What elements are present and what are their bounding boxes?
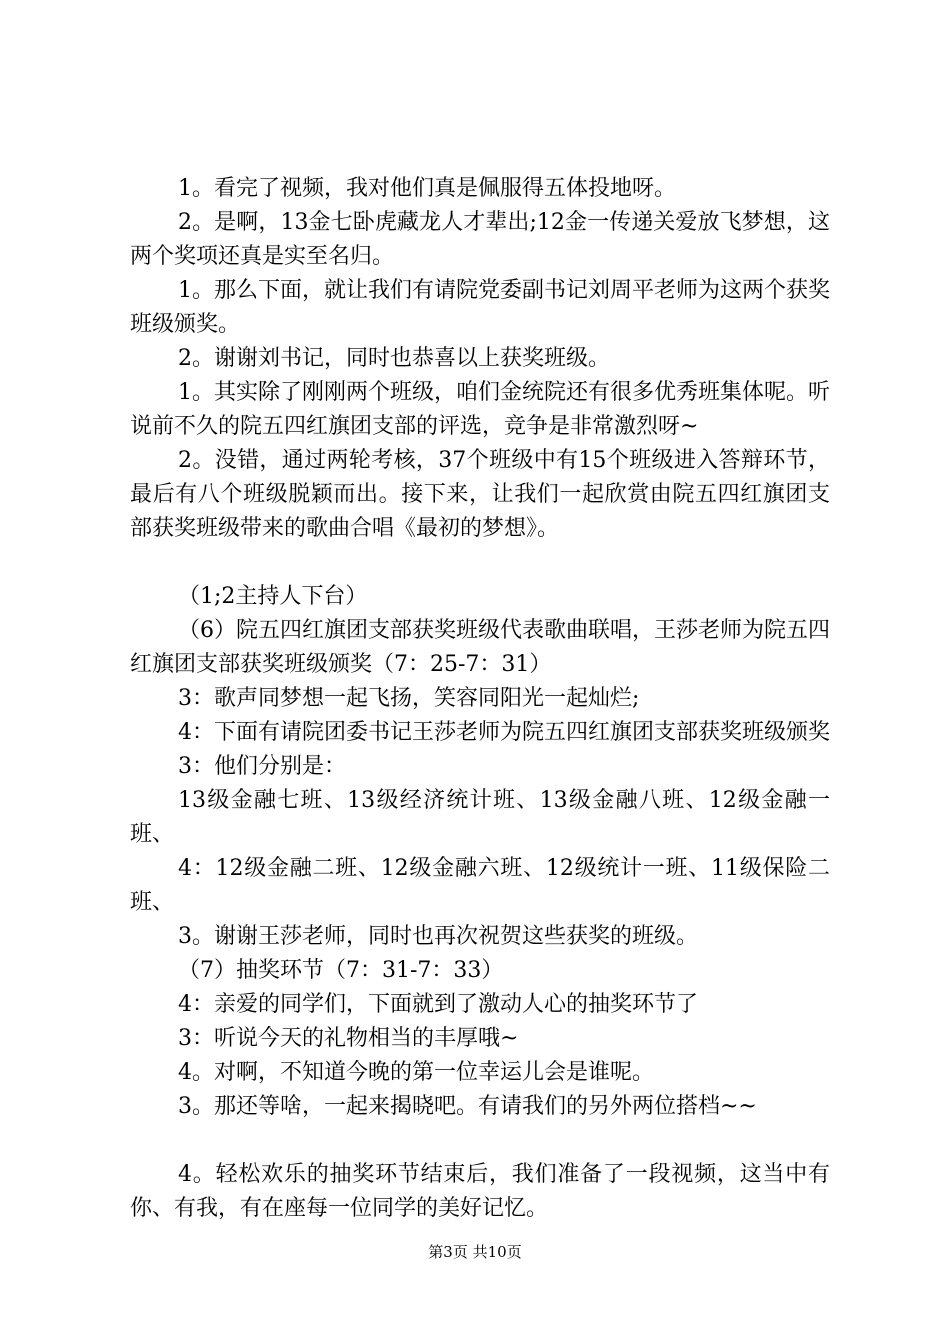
stage-direction: （1;2主持人下台） [178,584,368,609]
document-body [130,172,830,1226]
paragraph: 4。对啊，不知道今晚的第一位幸运儿会是谁呢。 [178,1060,654,1085]
paragraph: 3。谢谢王莎老师，同时也再次祝贺这些获奖的班级。 [178,924,698,949]
paragraph: 13级金融七班、13级经济统计班、13级金融八班、12级金融一班、 [130,788,830,847]
paragraph: 2。是啊，13金七卧虎藏龙人才辈出;12金一传递关爱放飞梦想，这两个奖项还真是实至名归。 [130,210,830,269]
paragraph: 2。谢谢刘书记，同时也恭喜以上获奖班级。 [178,346,610,371]
page-footer: 第3页 共10页 [428,1243,522,1261]
paragraph: 3：他们分别是： [178,754,346,779]
paragraph: 1。那么下面，就让我们有请院党委副书记刘周平老师为这两个获奖班级颁奖。 [130,278,830,337]
section-heading: （6）院五四红旗团支部获奖班级代表歌曲联唱，王莎老师为院五四红旗团支部获奖班级颁奖（7：25-7：31） [130,618,830,677]
paragraph: 4：亲爱的同学们，下面就到了激动人心的抽奖环节了 [178,992,698,1017]
paragraph: 3：歌声同梦想一起飞扬，笑容同阳光一起灿烂; [178,686,640,711]
paragraph: 4：下面有请院团委书记王莎老师为院五四红旗团支部获奖班级颁奖 [178,720,830,745]
paragraph: 1。看完了视频，我对他们真是佩服得五体投地呀。 [178,176,676,201]
paragraph: 4：12级金融二班、12级金融六班、12级统计一班、11级保险二班、 [130,856,830,915]
paragraph: 3。那还等啥，一起来揭晓吧。有请我们的另外两位搭档~~ [178,1094,757,1119]
paragraph: 2。没错，通过两轮考核，37个班级中有15个班级进入答辩环节，最后有八个班级脱颖而出。接下来，让我们一起欣赏由院五四红旗团支部获奖班级带来的歌曲合唱《最初的梦想》。 [130,448,830,541]
section-heading: （7）抽奖环节（7：31-7：33） [178,958,504,983]
paragraph: 1。其实除了刚刚两个班级，咱们金统院还有很多优秀班集体呢。听说前不久的院五四红旗团支部的评选，竞争是非常激烈呀~ [130,380,830,439]
paragraph: 4。轻松欢乐的抽奖环节结束后，我们准备了一段视频，这当中有你、有我，有在座每一位同学的美好记忆。 [130,1162,830,1221]
paragraph: 3：听说今天的礼物相当的丰厚哦~ [178,1026,519,1051]
